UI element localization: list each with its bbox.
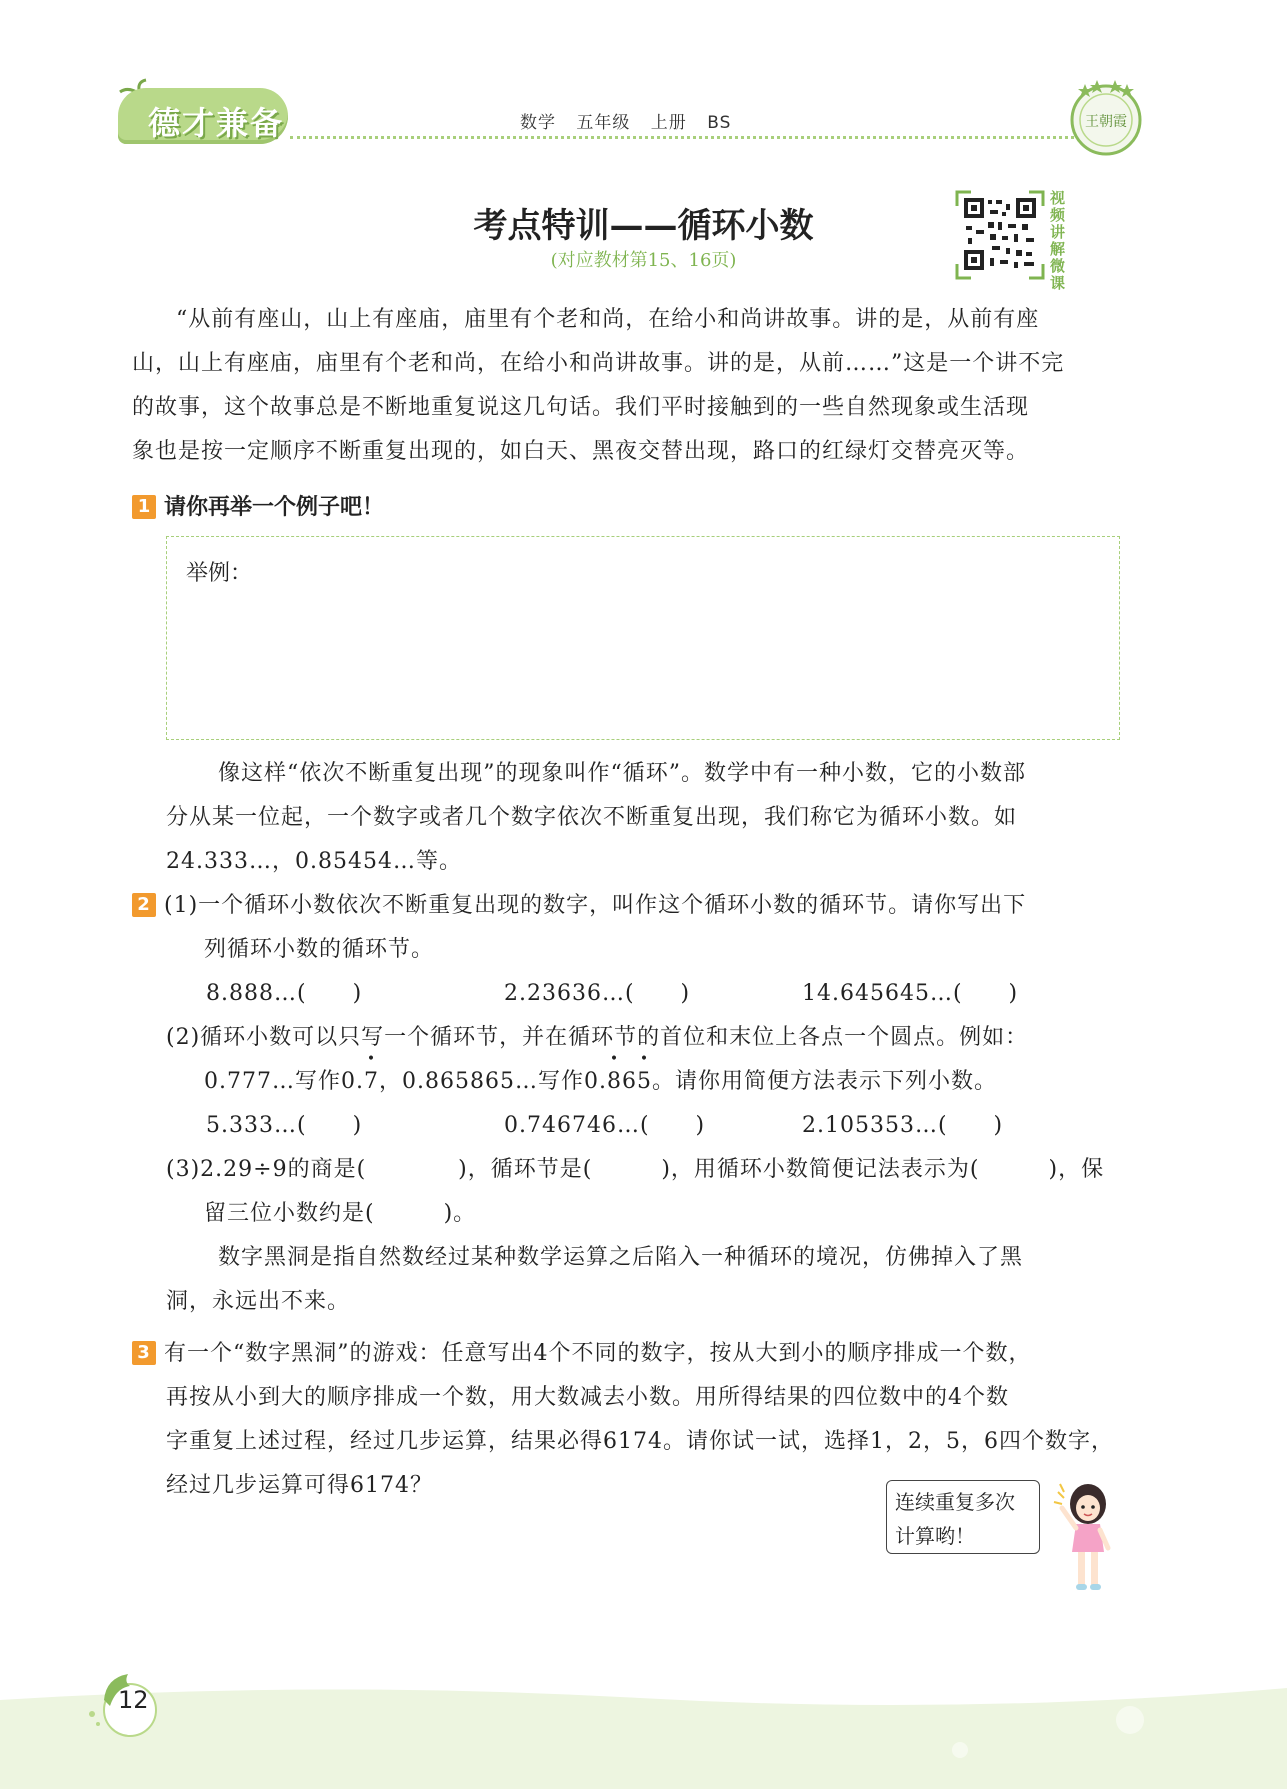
footer-decoration — [0, 1680, 1287, 1789]
page-subtitle: (对应教材第15、16页) — [550, 250, 737, 271]
question-1-text: 请你再举一个例子吧！ — [164, 495, 385, 520]
seal-text: 王朝霞 — [1085, 114, 1127, 130]
question-1 — [132, 490, 384, 521]
example-text: 。请你用简便方法表示下列小数。 — [651, 1069, 997, 1094]
example-text: 0.777…写作0. — [204, 1069, 364, 1094]
question-2-part-2-example — [204, 1064, 997, 1095]
dotted-digit: • 7 — [364, 1069, 379, 1094]
example-label: 举例： — [186, 561, 253, 586]
brand-logo: 德才兼备 — [148, 104, 285, 142]
intro-paragraph — [132, 298, 1128, 474]
intro-line: 山，山上有座庙，庙里有个老和尚，在给小和尚讲故事。讲的是，从前……”这是一个讲不完 — [132, 351, 1065, 376]
definition-line: 分从某一位起，一个数字或者几个数字依次不断重复出现，我们称它为循环小数。如 — [166, 805, 1018, 830]
question-2-part-2: (2)循环小数可以只写一个循环节，并在循环节的首位和末位上各点一个圆点。例如： — [166, 1025, 1029, 1050]
definition-paragraph — [166, 752, 1128, 884]
qr-frame — [955, 190, 1045, 280]
question-2-part-3-cont: 留三位小数约是( )。 — [204, 1201, 477, 1226]
bubble-line: 连续重复多次 — [895, 1490, 1015, 1514]
video-lesson-label: 视频讲解微课 — [1050, 189, 1066, 292]
author-seal-icon — [1065, 76, 1147, 158]
question-3-text: 有一个“数字黑洞”的游戏：任意写出4个不同的数字，按从大到小的顺序排成一个数， — [164, 1341, 1032, 1366]
intro-line: 象也是按一定顺序不断重复出现的，如白天、黑夜交替出现，路口的红绿灯交替亮灭等。 — [132, 439, 1030, 464]
question-3-line: 经过几步运算可得6174？ — [166, 1473, 433, 1498]
definition-line: 24.333…，0.85454…等。 — [166, 849, 462, 874]
question-2-part-1 — [132, 888, 1026, 919]
definition-line: 像这样“依次不断重复出现”的现象叫作“循环”。数学中有一种小数，它的小数部 — [218, 761, 1026, 786]
header-divider — [290, 136, 1098, 139]
recurring-item: 2.23636…( ) — [504, 981, 691, 1006]
book-info: 数学 五年级 上册 BS — [520, 113, 732, 133]
question-number: 2 — [132, 893, 156, 917]
girl-character-icon — [1050, 1478, 1120, 1596]
recurring-item: 8.888…( ) — [206, 981, 363, 1006]
question-2-part-1-cont: 列循环小数的循环节。 — [204, 937, 435, 962]
question-3 — [132, 1336, 1032, 1367]
digit: 6 — [621, 1069, 637, 1094]
question-2-part-1-text: (1)一个循环小数依次不断重复出现的数字，叫作这个循环小数的循环节。请你写出下 — [164, 893, 1027, 918]
dotted-digit: • 8 — [607, 1069, 622, 1094]
question-3-line: 字重复上述过程，经过几步运算，结果必得6174。请你试一试，选择1，2，5，6四个数字， — [166, 1429, 1114, 1454]
question-3-line: 再按从小到大的顺序排成一个数，用大数减去小数。用所得结果的四位数中的4个数 — [166, 1385, 1009, 1410]
recurring-item: 2.105353…( ) — [802, 1113, 1004, 1138]
page-title: 考点特训——循环小数 — [473, 206, 814, 246]
question-number: 3 — [132, 1341, 156, 1365]
blackhole-line: 数字黑洞是指自然数经过某种数学运算之后陷入一种循环的境况，仿佛掉入了黑 — [218, 1245, 1024, 1270]
bubble-line: 计算哟！ — [895, 1524, 975, 1548]
intro-line: 的故事，这个故事总是不断地重复说这几句话。我们平时接触到的一些自然现象或生活现 — [132, 395, 1030, 420]
intro-line: “从前有座山，山上有座庙，庙里有个老和尚，在给小和尚讲故事。讲的是，从前有座 — [176, 307, 1040, 332]
blackhole-line: 洞，永远出不来。 — [166, 1289, 351, 1314]
answer-box[interactable] — [166, 536, 1120, 740]
recurring-item: 5.333…( ) — [206, 1113, 363, 1138]
question-2-part-3: (3)2.29÷9的商是( )，循环节是( )，用循环小数简便记法表示为( )，保 — [166, 1157, 1105, 1182]
example-text: ，0.865865…写作0. — [378, 1069, 607, 1094]
speech-bubble — [886, 1480, 1040, 1554]
dotted-digit: • 5 — [637, 1069, 652, 1094]
recurring-item: 14.645645…( ) — [802, 981, 1019, 1006]
recurring-item: 0.746746…( ) — [504, 1113, 706, 1138]
page-number: 12 — [118, 1686, 149, 1714]
question-number: 1 — [132, 495, 156, 519]
